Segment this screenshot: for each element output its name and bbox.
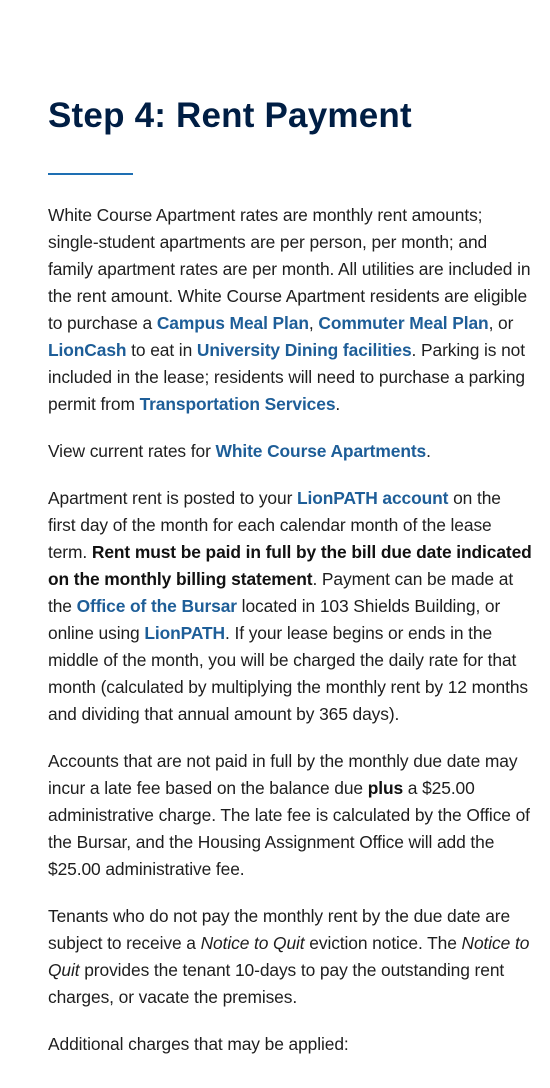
office-of-bursar-link[interactable]: Office of the Bursar [76, 596, 237, 616]
lionpath-account-link[interactable]: LionPATH account [297, 488, 449, 508]
text: Accounts that are not paid in full by the monthly due date may incur a late fee based on the balance due [48, 751, 518, 798]
text: . Parking is not included in the lease; residents will need to purchase a parking permit from [48, 340, 525, 414]
text: on the first day of the month for each calendar month of the lease term. [48, 488, 501, 562]
plus-emphasis: plus [367, 778, 404, 798]
text: View current rates for [48, 441, 216, 461]
text: Apartment rent is posted to your [48, 488, 297, 508]
text: located in 103 Shields Building, or online using [48, 596, 501, 643]
due-date-emphasis: Rent must be paid in full by the bill due date indicated on the monthly billing statement [48, 542, 532, 589]
rates-paragraph [48, 202, 532, 418]
text: . [426, 441, 431, 461]
text: provides the tenant 10-days to pay the outstanding rent charges, or vacate the premises. [48, 960, 505, 1007]
white-course-apartments-link[interactable]: White Course Apartments [215, 441, 427, 461]
additional-charges-paragraph [48, 1031, 532, 1058]
late-fee-paragraph [48, 748, 532, 883]
commuter-meal-plan-link[interactable]: Commuter Meal Plan [318, 313, 489, 333]
text: . Payment can be made at the [48, 569, 514, 616]
rent-posting-paragraph [48, 485, 532, 728]
university-dining-link[interactable]: University Dining facilities [196, 340, 412, 360]
text: , [308, 313, 319, 333]
text: , or [488, 313, 514, 333]
notice-to-quit-paragraph [48, 903, 532, 1011]
text: Additional charges that may be applied: [48, 1034, 349, 1054]
text: a $25.00 administrative charge. The late fee is calculated by the Office of the Bursar, and the Housing Assignment Office will add the $25.00 administrative fee. [48, 778, 530, 879]
text: White Course Apartment rates are monthly rent amounts; single-student apartments are per person, per month; and family apartment rates are per month. All utilities are included in the rent amount. White Course Apartment residents are eligible to purchase a [48, 205, 531, 333]
lioncash-link[interactable]: LionCash [48, 340, 127, 360]
lionpath-link[interactable]: LionPATH [144, 623, 226, 643]
current-rates-paragraph [48, 438, 532, 465]
text: Tenants who do not pay the monthly rent by the due date are subject to receive a [48, 906, 511, 953]
text: to eat in [126, 340, 197, 360]
transportation-services-link[interactable]: Transportation Services [139, 394, 336, 414]
text: . If your lease begins or ends in the middle of the month, you will be charged the daily rate for that month (calculated by multiplying the monthly rent by 12 months and dividing that annual amount by 365 days). [48, 623, 529, 724]
title-underline-divider [48, 173, 133, 175]
campus-meal-plan-link[interactable]: Campus Meal Plan [156, 313, 309, 333]
text: eviction notice. The [304, 933, 462, 953]
page-title: Step 4: Rent Payment [48, 96, 412, 135]
text: . [335, 394, 341, 414]
notice-to-quit-term: Notice to Quit [200, 933, 305, 953]
notice-to-quit-term: Notice to Quit [48, 933, 530, 980]
